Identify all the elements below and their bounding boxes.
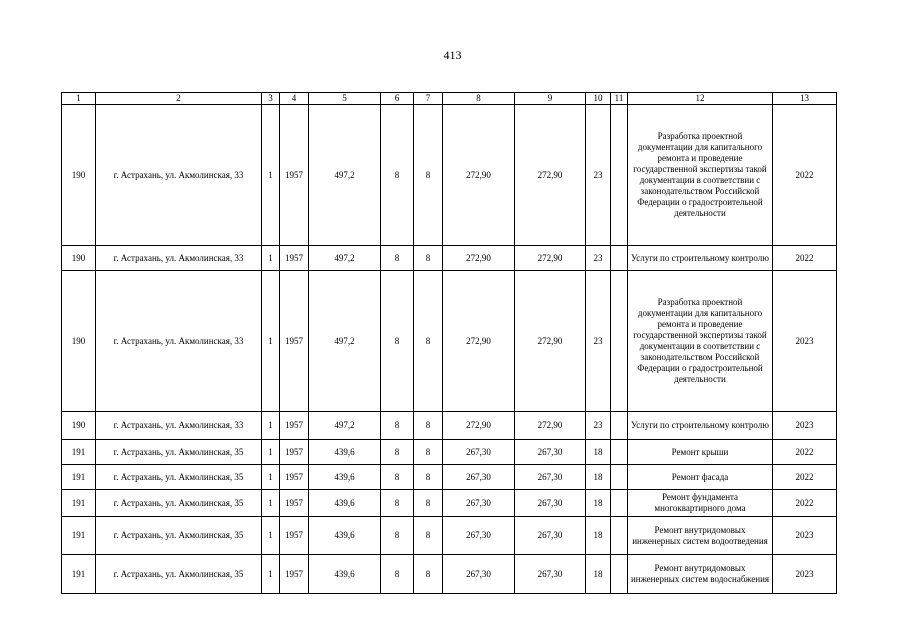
year-cell: 1957	[280, 555, 309, 594]
area-cell: 497,2	[309, 105, 381, 246]
house-number-cell: 191	[62, 517, 96, 555]
cell-col6: 8	[381, 412, 414, 440]
cell-col8: 272,90	[443, 271, 515, 412]
cell-col3: 1	[262, 440, 280, 465]
cell-col7: 8	[414, 440, 443, 465]
cell-col8: 272,90	[443, 246, 515, 271]
area-cell: 497,2	[309, 246, 381, 271]
cell-col11	[611, 412, 628, 440]
address-cell: г. Астрахань, ул. Акмолинская, 35	[96, 517, 262, 555]
column-number: 8	[443, 93, 515, 105]
cell-col7: 8	[414, 517, 443, 555]
year-cell: 1957	[280, 440, 309, 465]
area-cell: 439,6	[309, 490, 381, 517]
cell-col8: 267,30	[443, 440, 515, 465]
house-number-cell: 190	[62, 246, 96, 271]
column-number: 1	[62, 93, 96, 105]
cell-col3: 1	[262, 412, 280, 440]
cell-col6: 8	[381, 555, 414, 594]
work-type-cell: Услуги по строительному контролю	[628, 246, 773, 271]
area-cell: 439,6	[309, 465, 381, 490]
period-cell: 2022	[773, 105, 837, 246]
cell-col10: 18	[586, 490, 611, 517]
cell-col11	[611, 517, 628, 555]
table-row	[62, 490, 837, 517]
year-cell: 1957	[280, 105, 309, 246]
work-type-cell: Ремонт крыши	[628, 440, 773, 465]
house-number-cell: 191	[62, 490, 96, 517]
cell-col7: 8	[414, 465, 443, 490]
cell-col7: 8	[414, 555, 443, 594]
column-number: 9	[515, 93, 586, 105]
cell-col8: 267,30	[443, 465, 515, 490]
column-number: 11	[611, 93, 628, 105]
address-cell: г. Астрахань, ул. Акмолинская, 33	[96, 105, 262, 246]
cell-col8: 272,90	[443, 105, 515, 246]
column-number: 4	[280, 93, 309, 105]
column-number: 3	[262, 93, 280, 105]
cell-col9: 272,90	[515, 271, 586, 412]
work-type-cell: Разработка проектной документации для капитального ремонта и проведение государственной экспертизы такой документации в соответствии с законодательством Российской Федерации о градостроительной деятельности	[628, 271, 773, 412]
period-cell: 2022	[773, 465, 837, 490]
period-cell: 2023	[773, 271, 837, 412]
cell-col9: 267,30	[515, 490, 586, 517]
period-cell: 2022	[773, 440, 837, 465]
cell-col10: 23	[586, 412, 611, 440]
column-number-row	[62, 93, 837, 105]
cell-col3: 1	[262, 105, 280, 246]
cell-col10: 23	[586, 271, 611, 412]
address-cell: г. Астрахань, ул. Акмолинская, 35	[96, 490, 262, 517]
cell-col10: 18	[586, 440, 611, 465]
address-cell: г. Астрахань, ул. Акмолинская, 35	[96, 440, 262, 465]
work-type-cell: Ремонт внутридомовых инженерных систем водоотведения	[628, 517, 773, 555]
cell-col11	[611, 105, 628, 246]
cell-col11	[611, 271, 628, 412]
cell-col9: 272,90	[515, 412, 586, 440]
cell-col11	[611, 490, 628, 517]
cell-col9: 272,90	[515, 105, 586, 246]
house-number-cell: 191	[62, 555, 96, 594]
year-cell: 1957	[280, 517, 309, 555]
table-row	[62, 440, 837, 465]
area-cell: 439,6	[309, 440, 381, 465]
cell-col11	[611, 555, 628, 594]
cell-col6: 8	[381, 490, 414, 517]
cell-col10: 18	[586, 465, 611, 490]
cell-col7: 8	[414, 412, 443, 440]
work-type-cell: Ремонт фундамента многоквартирного дома	[628, 490, 773, 517]
address-cell: г. Астрахань, ул. Акмолинская, 35	[96, 555, 262, 594]
work-type-cell: Услуги по строительному контролю	[628, 412, 773, 440]
cell-col8: 267,30	[443, 517, 515, 555]
table-row	[62, 517, 837, 555]
area-cell: 497,2	[309, 412, 381, 440]
area-cell: 439,6	[309, 555, 381, 594]
period-cell: 2023	[773, 412, 837, 440]
cell-col10: 18	[586, 555, 611, 594]
address-cell: г. Астрахань, ул. Акмолинская, 33	[96, 412, 262, 440]
cell-col6: 8	[381, 465, 414, 490]
period-cell: 2022	[773, 246, 837, 271]
year-cell: 1957	[280, 490, 309, 517]
cell-col11	[611, 440, 628, 465]
table-row	[62, 271, 837, 412]
cell-col3: 1	[262, 271, 280, 412]
cell-col10: 23	[586, 105, 611, 246]
column-number: 6	[381, 93, 414, 105]
cell-col3: 1	[262, 555, 280, 594]
column-number: 5	[309, 93, 381, 105]
address-cell: г. Астрахань, ул. Акмолинская, 33	[96, 271, 262, 412]
period-cell: 2023	[773, 517, 837, 555]
table-row	[62, 465, 837, 490]
year-cell: 1957	[280, 465, 309, 490]
house-number-cell: 191	[62, 465, 96, 490]
house-number-cell: 191	[62, 440, 96, 465]
cell-col7: 8	[414, 490, 443, 517]
cell-col3: 1	[262, 465, 280, 490]
column-number: 7	[414, 93, 443, 105]
cell-col3: 1	[262, 517, 280, 555]
cell-col10: 23	[586, 246, 611, 271]
year-cell: 1957	[280, 412, 309, 440]
cell-col6: 8	[381, 271, 414, 412]
cell-col11	[611, 246, 628, 271]
address-cell: г. Астрахань, ул. Акмолинская, 35	[96, 465, 262, 490]
area-cell: 439,6	[309, 517, 381, 555]
cell-col10: 18	[586, 517, 611, 555]
cell-col7: 8	[414, 271, 443, 412]
cell-col8: 267,30	[443, 555, 515, 594]
cell-col11	[611, 465, 628, 490]
work-type-cell: Ремонт внутридомовых инженерных систем водоснабжения	[628, 555, 773, 594]
year-cell: 1957	[280, 246, 309, 271]
period-cell: 2023	[773, 555, 837, 594]
cell-col8: 272,90	[443, 412, 515, 440]
work-type-cell: Разработка проектной документации для капитального ремонта и проведение государственной экспертизы такой документации в соответствии с законодательством Российской Федерации о градостроительной деятельности	[628, 105, 773, 246]
house-number-cell: 190	[62, 412, 96, 440]
cell-col3: 1	[262, 490, 280, 517]
area-cell: 497,2	[309, 271, 381, 412]
period-cell: 2022	[773, 490, 837, 517]
address-cell: г. Астрахань, ул. Акмолинская, 33	[96, 246, 262, 271]
column-number: 10	[586, 93, 611, 105]
cell-col6: 8	[381, 246, 414, 271]
page-number: 413	[443, 48, 462, 62]
cell-col6: 8	[381, 105, 414, 246]
cell-col7: 8	[414, 105, 443, 246]
column-number: 13	[773, 93, 837, 105]
table-row	[62, 246, 837, 271]
cell-col9: 267,30	[515, 517, 586, 555]
table-row	[62, 555, 837, 594]
cell-col6: 8	[381, 517, 414, 555]
house-number-cell: 190	[62, 105, 96, 246]
year-cell: 1957	[280, 271, 309, 412]
cell-col7: 8	[414, 246, 443, 271]
column-number: 2	[96, 93, 262, 105]
work-type-cell: Ремонт фасада	[628, 465, 773, 490]
cell-col9: 267,30	[515, 555, 586, 594]
cell-col9: 267,30	[515, 465, 586, 490]
table-row	[62, 412, 837, 440]
registry-table	[61, 92, 837, 594]
table-row	[62, 105, 837, 246]
cell-col9: 272,90	[515, 246, 586, 271]
cell-col3: 1	[262, 246, 280, 271]
cell-col6: 8	[381, 440, 414, 465]
column-number: 12	[628, 93, 773, 105]
cell-col9: 267,30	[515, 440, 586, 465]
cell-col8: 267,30	[443, 490, 515, 517]
house-number-cell: 190	[62, 271, 96, 412]
